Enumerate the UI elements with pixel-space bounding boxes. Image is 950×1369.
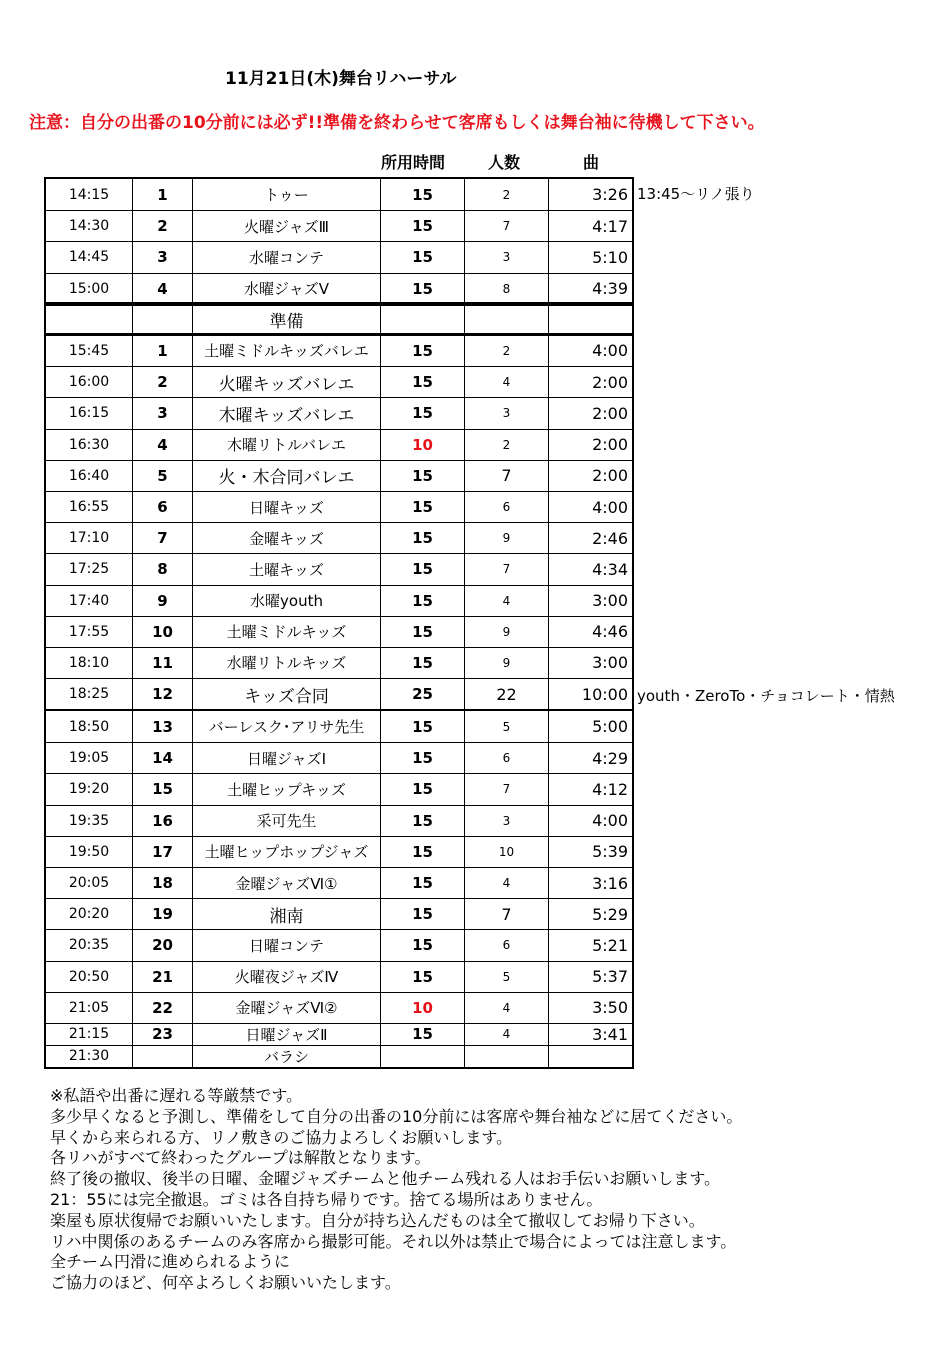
- table-row: [46, 397, 632, 428]
- duration-cell: 15: [380, 774, 464, 804]
- time-cell: 15:00: [68, 280, 110, 297]
- duration-cell: 15: [380, 242, 464, 272]
- name-cell: 水曜コンテ: [192, 242, 380, 272]
- footer-line: 終了後の撤収、後半の日曜、金曜ジャズチームと他チーム残れる人はお手伝いお願いします。: [50, 1169, 721, 1189]
- name-cell: バラシ: [192, 1046, 380, 1067]
- table-row: [46, 805, 632, 836]
- table-row: [46, 961, 632, 992]
- table-row: [46, 929, 632, 960]
- people-cell: 7: [464, 211, 548, 241]
- people-cell: 5: [464, 711, 548, 742]
- name-cell: 木曜キッズバレエ: [192, 398, 380, 428]
- time-cell: 19:35: [68, 812, 110, 829]
- duration-cell: 15: [380, 523, 464, 553]
- table-row: [46, 1045, 632, 1067]
- duration-cell: 15: [380, 1024, 464, 1045]
- duration-cell: 15: [380, 711, 464, 742]
- people-cell: 2: [464, 430, 548, 460]
- number-cell: 3: [132, 242, 192, 272]
- number-cell: 21: [132, 962, 192, 992]
- time-cell: 20:50: [68, 968, 110, 985]
- people-cell: 2: [464, 335, 548, 366]
- song-cell: 2:00: [548, 367, 632, 397]
- duration-cell: 10: [380, 993, 464, 1023]
- table-row: [46, 742, 632, 773]
- number-cell: 11: [132, 648, 192, 678]
- song-cell: 5:29: [548, 899, 632, 929]
- people-cell: 9: [464, 617, 548, 647]
- people-cell: 4: [464, 868, 548, 898]
- table-row: [46, 553, 632, 584]
- table-row: [46, 522, 632, 553]
- notice-text: 注意：自分の出番の10分前には必ず!!準備を終わらせて客席もしくは舞台袖に待機して下さい。: [29, 113, 765, 133]
- time-cell: 15:45: [68, 342, 110, 359]
- footer-line: リハ中関係のあるチームのみ客席から撮影可能。それ以外は禁止で場合によっては注意します。: [50, 1231, 737, 1251]
- footer-line: 多少早くなると予測し、準備をして自分の出番の10分前には客席や舞台袖などに居てください。: [50, 1106, 743, 1126]
- number-cell: 22: [132, 993, 192, 1023]
- people-cell: 2: [464, 179, 548, 210]
- time-cell: 18:10: [68, 654, 110, 671]
- song-cell: 4:29: [548, 743, 632, 773]
- time-cell: 17:10: [68, 530, 110, 547]
- time-cell: 19:20: [68, 781, 110, 798]
- number-cell: 15: [132, 774, 192, 804]
- duration-cell: 15: [380, 930, 464, 960]
- name-cell: 土曜キッズ: [192, 554, 380, 584]
- table-row: [46, 773, 632, 804]
- people-cell: 9: [464, 648, 548, 678]
- duration-cell: 10: [380, 430, 464, 460]
- table-row: [46, 273, 632, 304]
- table-row: [46, 992, 632, 1023]
- time-cell: 19:05: [68, 750, 110, 767]
- number-cell: 4: [132, 430, 192, 460]
- duration-cell: 15: [380, 492, 464, 522]
- number-cell: 3: [132, 398, 192, 428]
- number-cell: 13: [132, 711, 192, 742]
- side-note-lino: 13:45～リノ張り: [637, 185, 755, 203]
- people-cell: 3: [464, 398, 548, 428]
- duration-cell: 15: [380, 743, 464, 773]
- name-cell: 金曜キッズ: [192, 523, 380, 553]
- header-song: 曲: [583, 153, 600, 172]
- footer-line: ※私語や出番に遅れる等厳禁です。: [50, 1086, 303, 1105]
- people-cell: 4: [464, 586, 548, 616]
- people-cell: 8: [464, 274, 548, 304]
- number-cell: 2: [132, 211, 192, 241]
- song-cell: 3:00: [548, 586, 632, 616]
- song-cell: 5:37: [548, 962, 632, 992]
- name-cell: 土曜ミドルキッズバレエ: [192, 335, 380, 366]
- time-cell: 16:15: [68, 405, 110, 422]
- song-cell: 4:00: [548, 492, 632, 522]
- people-cell: [464, 1046, 548, 1067]
- table-row: [46, 429, 632, 460]
- duration-cell: 15: [380, 461, 464, 491]
- time-cell: 17:40: [68, 592, 110, 609]
- name-cell: 日曜コンテ: [192, 930, 380, 960]
- number-cell: 8: [132, 554, 192, 584]
- number-cell: 1: [132, 179, 192, 210]
- song-cell: 5:00: [548, 711, 632, 742]
- number-cell: 12: [132, 679, 192, 709]
- song-cell: 4:00: [548, 806, 632, 836]
- song-cell: 10:00: [548, 679, 632, 709]
- header-duration: 所用時間: [381, 153, 446, 172]
- song-cell: 3:26: [548, 179, 632, 210]
- name-cell: 土曜ヒップキッズ: [192, 774, 380, 804]
- table-row: [46, 616, 632, 647]
- name-cell: 土曜ミドルキッズ: [192, 617, 380, 647]
- name-cell: 日曜ジャズⅠ: [192, 743, 380, 773]
- footer-line: 各リハがすべて終わったグループは解散となります。: [50, 1148, 431, 1168]
- schedule-block-1: [44, 177, 634, 306]
- name-cell: 土曜ヒップホップジャズ: [192, 837, 380, 867]
- name-cell: 火曜夜ジャズⅣ: [192, 962, 380, 992]
- footer-line: 楽屋も原状復帰でお願いいたします。自分が持ち込んだものは全て撤収してお帰り下さい。: [50, 1210, 705, 1230]
- people-cell: 4: [464, 367, 548, 397]
- duration-cell: 15: [380, 806, 464, 836]
- duration-cell: 15: [380, 367, 464, 397]
- duration-cell: 15: [380, 962, 464, 992]
- number-cell: 17: [132, 837, 192, 867]
- song-cell: 3:41: [548, 1024, 632, 1045]
- page-title: 11月21日(木)舞台リハーサル: [225, 69, 457, 89]
- people-cell: 7: [464, 774, 548, 804]
- table-row: [46, 179, 632, 210]
- table-row: [46, 647, 632, 678]
- duration-cell: 15: [380, 586, 464, 616]
- name-cell: 日曜キッズ: [192, 492, 380, 522]
- time-cell: 21:15: [68, 1026, 110, 1043]
- time-cell: 21:30: [68, 1048, 110, 1065]
- name-cell: バーレスク･アリサ先生: [192, 711, 380, 742]
- time-cell: 17:25: [68, 561, 110, 578]
- time-cell: 16:40: [68, 467, 110, 484]
- table-row: [46, 1023, 632, 1045]
- duration-cell: 25: [380, 679, 464, 709]
- time-cell: 20:35: [68, 937, 110, 954]
- table-row: [46, 898, 632, 929]
- number-cell: [132, 1046, 192, 1067]
- duration-cell: 15: [380, 868, 464, 898]
- song-cell: 4:46: [548, 617, 632, 647]
- number-cell: 19: [132, 899, 192, 929]
- song-cell: [548, 1046, 632, 1067]
- people-cell: 6: [464, 743, 548, 773]
- number-cell: 10: [132, 617, 192, 647]
- name-cell: 火・木合同バレエ: [192, 461, 380, 491]
- people-cell: 7: [464, 461, 548, 491]
- name-cell: トゥー: [192, 179, 380, 210]
- song-cell: 2:00: [548, 430, 632, 460]
- people-cell: 6: [464, 492, 548, 522]
- header-people: 人数: [488, 153, 521, 172]
- time-cell: 14:30: [68, 218, 110, 235]
- side-note-joint: youth・ZeroTo・チョコレート・情熱: [637, 687, 895, 705]
- duration-cell: 15: [380, 274, 464, 304]
- duration-cell: 15: [380, 211, 464, 241]
- prep-label: 準備: [192, 304, 380, 334]
- song-cell: 4:34: [548, 554, 632, 584]
- schedule-block-3: [44, 709, 634, 1069]
- table-row: [46, 678, 632, 709]
- number-cell: 23: [132, 1024, 192, 1045]
- song-cell: 5:10: [548, 242, 632, 272]
- footer-line: ご協力のほど、何卒よろしくお願いいたします。: [50, 1273, 401, 1293]
- time-cell: 20:20: [68, 906, 110, 923]
- number-cell: 1: [132, 335, 192, 366]
- name-cell: 火曜キッズバレエ: [192, 367, 380, 397]
- song-cell: 4:12: [548, 774, 632, 804]
- song-cell: 2:00: [548, 398, 632, 428]
- song-cell: 4:39: [548, 274, 632, 304]
- number-cell: 18: [132, 868, 192, 898]
- name-cell: 湘南: [192, 899, 380, 929]
- number-cell: 2: [132, 367, 192, 397]
- name-cell: 采可先生: [192, 806, 380, 836]
- people-cell: 3: [464, 242, 548, 272]
- table-row: [46, 241, 632, 272]
- time-cell: 14:45: [68, 249, 110, 266]
- footer-line: 21：55には完全撤退。ゴミは各自持ち帰りです。捨てる場所はありません。: [50, 1189, 603, 1209]
- footer-line: 早くから来られる方、リノ敷きのご協力よろしくお願いします。: [50, 1127, 513, 1147]
- number-cell: 9: [132, 586, 192, 616]
- people-cell: 4: [464, 1024, 548, 1045]
- number-cell: 4: [132, 274, 192, 304]
- name-cell: 水曜ジャズⅤ: [192, 274, 380, 304]
- time-cell: 21:05: [68, 999, 110, 1016]
- name-cell: 火曜ジャズⅢ: [192, 211, 380, 241]
- song-cell: 3:16: [548, 868, 632, 898]
- table-row: [46, 836, 632, 867]
- song-cell: 4:17: [548, 211, 632, 241]
- name-cell: 金曜ジャズⅥ①: [192, 868, 380, 898]
- people-cell: 22: [464, 679, 548, 709]
- prep-row: [44, 302, 634, 336]
- duration-cell: 15: [380, 648, 464, 678]
- table-row: [46, 867, 632, 898]
- people-cell: 10: [464, 837, 548, 867]
- time-cell: 18:50: [68, 718, 110, 735]
- name-cell: 金曜ジャズⅥ②: [192, 993, 380, 1023]
- name-cell: 水曜リトルキッズ: [192, 648, 380, 678]
- people-cell: 6: [464, 930, 548, 960]
- number-cell: 7: [132, 523, 192, 553]
- schedule-block-2: [44, 333, 634, 711]
- time-cell: 16:30: [68, 436, 110, 453]
- table-row: [46, 335, 632, 366]
- time-cell: 20:05: [68, 875, 110, 892]
- duration-cell: [380, 1046, 464, 1067]
- time-cell: 16:55: [68, 499, 110, 516]
- song-cell: 5:39: [548, 837, 632, 867]
- time-cell: 14:15: [68, 186, 110, 203]
- duration-cell: 15: [380, 335, 464, 366]
- duration-cell: 15: [380, 179, 464, 210]
- song-cell: 3:00: [548, 648, 632, 678]
- footer-line: 全チーム円滑に進められるように: [50, 1252, 291, 1272]
- time-cell: 18:25: [68, 686, 110, 703]
- people-cell: 9: [464, 523, 548, 553]
- people-cell: 4: [464, 993, 548, 1023]
- song-cell: 5:21: [548, 930, 632, 960]
- time-cell: 17:55: [68, 623, 110, 640]
- number-cell: 20: [132, 930, 192, 960]
- name-cell: 木曜リトルバレエ: [192, 430, 380, 460]
- duration-cell: 15: [380, 617, 464, 647]
- people-cell: 7: [464, 554, 548, 584]
- people-cell: 5: [464, 962, 548, 992]
- name-cell: 水曜youth: [192, 586, 380, 616]
- people-cell: 3: [464, 806, 548, 836]
- footer-notes: [50, 1086, 742, 1294]
- time-cell: 19:50: [68, 843, 110, 860]
- duration-cell: 15: [380, 398, 464, 428]
- table-row: [46, 366, 632, 397]
- duration-cell: 15: [380, 554, 464, 584]
- song-cell: 4:00: [548, 335, 632, 366]
- number-cell: 16: [132, 806, 192, 836]
- song-cell: 2:46: [548, 523, 632, 553]
- song-cell: 2:00: [548, 461, 632, 491]
- table-row: [46, 585, 632, 616]
- table-row: [46, 711, 632, 742]
- table-row: [46, 210, 632, 241]
- name-cell: キッズ合同: [192, 679, 380, 709]
- song-cell: 3:50: [548, 993, 632, 1023]
- number-cell: 6: [132, 492, 192, 522]
- people-cell: 7: [464, 899, 548, 929]
- time-cell: 16:00: [68, 374, 110, 391]
- duration-cell: 15: [380, 899, 464, 929]
- number-cell: 14: [132, 743, 192, 773]
- name-cell: 日曜ジャズⅡ: [192, 1024, 380, 1045]
- number-cell: 5: [132, 461, 192, 491]
- table-row: [46, 460, 632, 491]
- duration-cell: 15: [380, 837, 464, 867]
- table-row: [46, 491, 632, 522]
